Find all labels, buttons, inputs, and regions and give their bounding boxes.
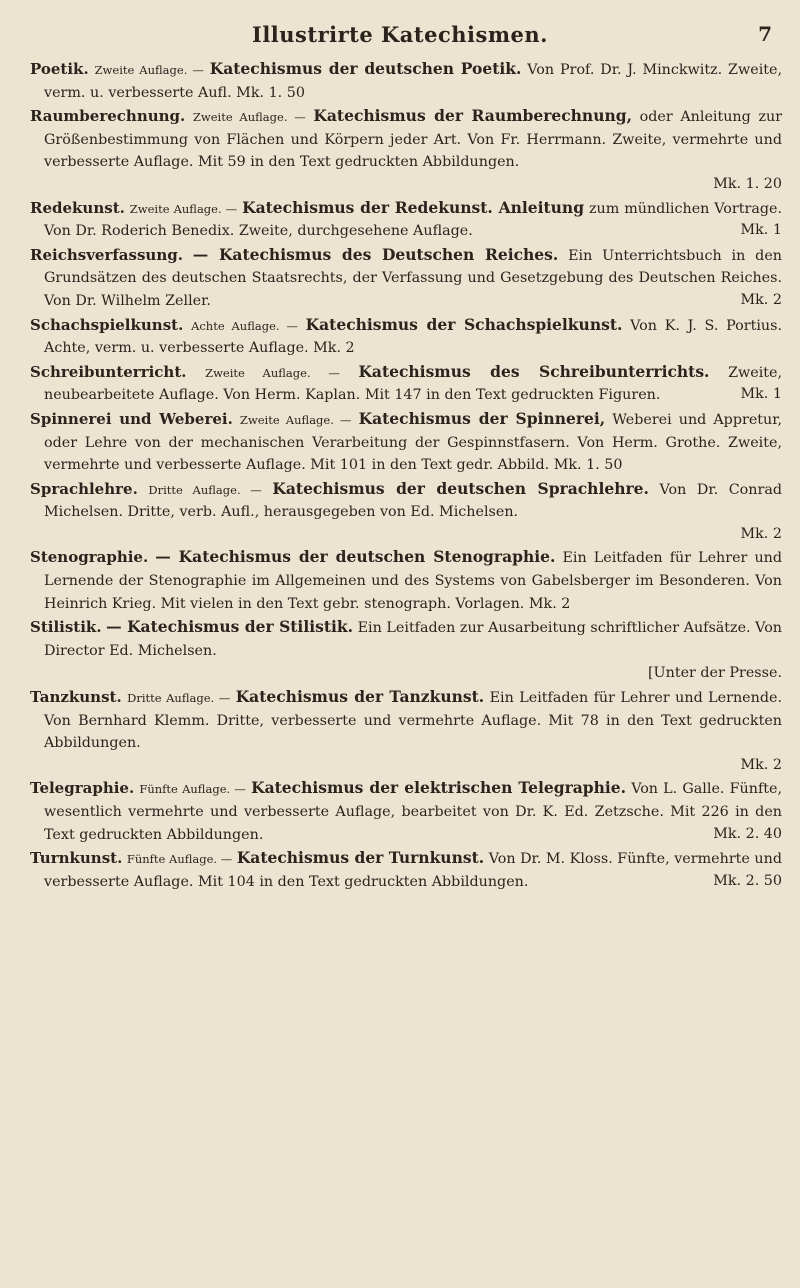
catalog-entry: [30, 361, 782, 407]
entry-title: Katechismus der Spinnerei,: [358, 408, 606, 428]
entry-edition: Dritte Auflage. —: [127, 691, 231, 706]
entry-body: zum mündlichen Vortrage. Von Dr. Roderich Benedix. Zweite, durchgesehene Auflage.: [44, 200, 783, 240]
entry-edition: Dritte Auflage. —: [148, 482, 262, 497]
entry-keyword: Redekunst.: [30, 198, 125, 217]
catalog-entry: [30, 314, 782, 360]
entry-title: Katechismus der elektrischen Telegraphie.: [251, 778, 627, 798]
entry-edition: Zweite Auflage. —: [129, 201, 238, 216]
entry-title: Katechismus der deutschen Poetik.: [209, 59, 522, 78]
entry-keyword: Stenographie.: [30, 548, 149, 567]
entry-title: — Katechismus des Deutschen Reiches.: [192, 244, 559, 264]
entry-body: Ein Leitfaden zur Ausarbeitung schriftlicher Aufsätze. Von Director Ed. Michelsen.: [44, 620, 783, 659]
entry-edition: Achte Auflage. —: [191, 318, 298, 333]
catalog-entry: [30, 408, 782, 477]
entry-keyword: Turnkunst.: [30, 849, 123, 868]
page-header: [0, 22, 800, 52]
entry-keyword: Telegraphie.: [30, 779, 135, 798]
entry-body: Ein Leitfaden für Lehrer und Lernende der Stenographie im Allgemeinen und des Systems von Gabelsberger im Besonderen. Von Heinrich Krieg. Mit vielen in den Text gebr. stenograph. Vorlagen. Mk. 2: [44, 550, 783, 612]
catalog-entry: [30, 478, 782, 546]
catalog-entry: [30, 58, 782, 104]
entry-body: Zweite, neubearbeitete Auflage. Von Herm. Kaplan. Mit 147 in den Text gedruckten Figuren.: [44, 364, 783, 404]
entry-note: [Unter der Presse.: [647, 665, 782, 682]
catalog-entry: [30, 777, 782, 846]
entry-title: Katechismus der Raumberechnung,: [313, 106, 632, 126]
catalog-entry: [30, 616, 782, 685]
entry-title: Katechismus der Tanzkunst.: [235, 687, 485, 707]
entry-edition: Fünfte Auflage. —: [139, 782, 246, 797]
entry-body: Von Dr. M. Kloss. Fünfte, vermehrte und verbesserte Auflage. Mit 104 in den Text gedruckten Abbildungen.: [44, 851, 782, 890]
entry-body: Ein Leitfaden für Lehrer und Lernende. Von Bernhard Klemm. Dritte, verbesserte und vermehrte Auflage. Mit 78 in den Text gedruckten Abbildungen.: [44, 690, 782, 752]
page-number: 7: [758, 22, 772, 46]
catalog-entry: [30, 847, 782, 893]
catalog-entry: [30, 686, 782, 776]
entry-edition: Zweite Auflage. —: [205, 365, 340, 380]
entry-body: Von Dr. Conrad Michelsen. Dritte, verb. Aufl., herausgegeben von Ed. Michelsen.: [44, 481, 783, 521]
page-title: Illustrirte Katechismen.: [252, 22, 548, 47]
entry-edition: Zweite Auflage. —: [192, 110, 306, 125]
entry-body: Ein Unterrichtsbuch in den Grundsätzen des deutschen Staatsrechts, der Verfassung und Gesetzgebung des Deutschen Reiches. Von Dr. Wilhelm Zeller.: [44, 247, 782, 309]
catalog-entry: [30, 197, 782, 243]
entry-price: Mk. 2: [740, 291, 782, 308]
entry-keyword: Stilistik.: [30, 618, 102, 637]
entry-keyword: Poetik.: [30, 60, 89, 78]
entry-list: [30, 58, 782, 894]
entry-keyword: Tanzkunst.: [30, 688, 122, 707]
catalog-entry: [30, 105, 782, 195]
entry-body: Von K. J. S. Portius. Achte, verm. u. verbesserte Auflage. Mk. 2: [44, 317, 783, 357]
entry-body: Weberei und Appretur, oder Lehre von der mechanischen Verarbeitung der Gespinnstfasern. Von Herm. Grothe. Zweite, vermehrte und verbesserte Auflage. Mit 101 in den Text gedr. Abbild. Mk. 1. 50: [44, 411, 783, 474]
entry-keyword: Spinnerei und Weberei.: [30, 409, 233, 428]
entry-keyword: Raumberechnung.: [30, 107, 186, 126]
entry-body: oder Anleitung zur Größenbestimmung von Flächen und Körpern jeder Art. Von Fr. Herrmann. Zweite, vermehrte und verbesserte Auflage. Mit 59 in den Text gedruckten Abbildungen.: [44, 109, 783, 171]
catalog-entry: [30, 244, 782, 313]
entry-body: Von Prof. Dr. J. Minckwitz. Zweite, verm. u. verbesserte Aufl. Mk. 1. 50: [44, 62, 783, 101]
entry-keyword: Schachspielkunst.: [30, 315, 184, 334]
entry-title: — Katechismus der deutschen Stenographie.: [155, 547, 556, 567]
entry-price: Mk. 1: [740, 222, 782, 239]
entry-title: Katechismus der Turnkunst.: [236, 848, 485, 868]
catalog-entry: [30, 546, 782, 615]
entry-keyword: Schreibunterricht.: [30, 362, 187, 381]
entry-title: — Katechismus der Stilistik.: [106, 617, 354, 637]
entry-keyword: Reichsverfassung.: [30, 245, 183, 264]
entry-price: Mk. 2: [740, 525, 782, 542]
entry-edition: Zweite Auflage. —: [239, 412, 352, 427]
entry-price: Mk. 1: [740, 386, 782, 403]
entry-title: Katechismus des Schreibunterrichts.: [358, 361, 710, 381]
entry-body: Von L. Galle. Fünfte, wesentlich vermehrte und verbesserte Auflage, bearbeitet von Dr. K. Ed. Zetzsche. Mit 226 in den Text gedruckten Abbildungen.: [44, 781, 782, 843]
entry-title: Katechismus der Redekunst. Anleitung: [242, 197, 585, 217]
entry-edition: Fünfte Auflage. —: [126, 852, 233, 867]
entry-title: Katechismus der deutschen Sprachlehre.: [272, 478, 649, 498]
entry-price: Mk. 2. 50: [713, 872, 782, 889]
entry-price: Mk. 2. 40: [713, 825, 782, 842]
entry-price: Mk. 1. 20: [713, 175, 782, 192]
entry-title: Katechismus der Schachspielkunst.: [305, 314, 623, 334]
entry-price: Mk. 2: [740, 756, 782, 773]
entry-edition: Zweite Auflage. —: [94, 63, 204, 77]
entry-keyword: Sprachlehre.: [30, 479, 138, 498]
